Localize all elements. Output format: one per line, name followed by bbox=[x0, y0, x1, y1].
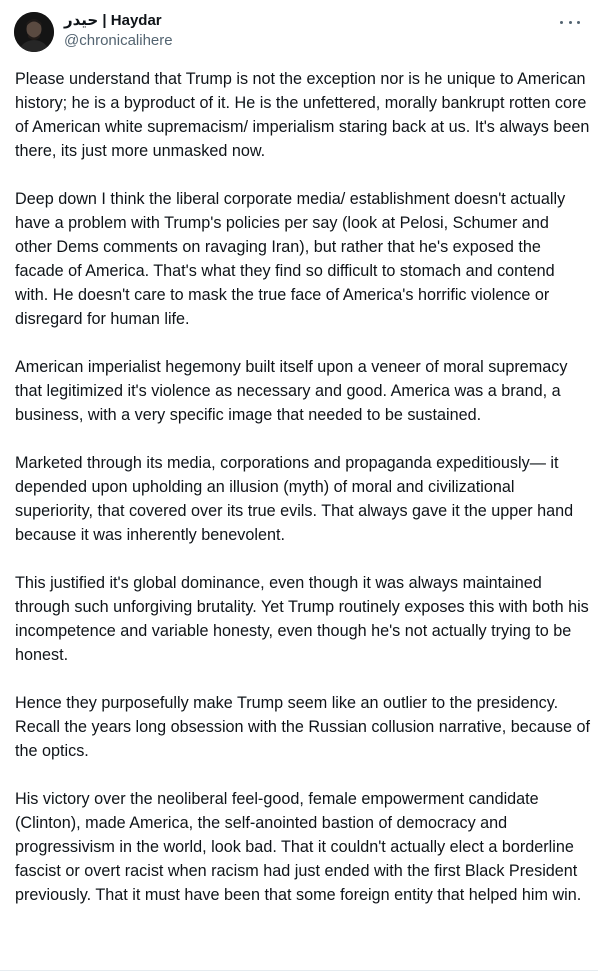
tweet-paragraph: Hence they purposefully make Trump seem like an outlier to the presidency. Recall the years long obsession with the Russian collusion narrative, because of the optics. bbox=[15, 694, 590, 760]
more-horizontal-icon-dot bbox=[577, 21, 580, 24]
tweet-paragraph: Marketed through its media, corporations and propaganda expeditiously— it depended upon upholding an illusion (myth) of moral and civilizational superiority, that covered over its true evils. That always gave it the upper hand because it was inherently benevolent. bbox=[15, 454, 574, 544]
tweet-paragraph: Deep down I think the liberal corporate media/ establishment doesn't actually have a problem with Trump's policies per say (look at Pelosi, Schumer and other Dems comments on ravaging Iran), but rather that he's exposed the facade of America. That's what they find so difficult to stomach and contend with. He doesn't care to mask the true face of America's horrific violence or disregard for human life. bbox=[15, 190, 566, 328]
tweet-paragraph: This justified it's global dominance, even though it was always maintained through such unforgiving brutality. Yet Trump routinely exposes this with both his incompetence and variable honesty, even though he's not actually trying to be honest. bbox=[15, 574, 589, 664]
tweet-paragraph: Please understand that Trump is not the exception nor is he unique to American history; he is a byproduct of it. He is the unfettered, morally bankrupt rotten core of American white supremacism/ imperialism staring back at us. It's always been there, its just more unmasked now. bbox=[15, 70, 590, 160]
more-horizontal-icon bbox=[560, 21, 563, 24]
avatar[interactable] bbox=[14, 12, 54, 52]
avatar-image bbox=[14, 12, 54, 52]
handle[interactable]: @chronicalihere bbox=[64, 32, 173, 49]
tweet-paragraph: American imperialist hegemony built itself upon a veneer of moral supremacy that legitimized it's violence as necessary and good. America was a brand, a business, with a very specific image that needed to be sustained. bbox=[15, 358, 568, 424]
tweet-paragraph: His victory over the neoliberal feel-good, female empowerment candidate (Clinton), made America, the self-anointed bastion of democracy and progressivism in the world, look bad. That it couldn't actually elect a borderline fascist or overt racist when racism had just ended with the first Black President previously. That it must have been that some foreign entity that helped him win. bbox=[15, 790, 582, 904]
more-options-button[interactable] bbox=[560, 14, 580, 30]
more-horizontal-icon-dot bbox=[569, 21, 572, 24]
tweet-text bbox=[15, 67, 590, 931]
display-name[interactable]: حيدر | Haydar bbox=[64, 12, 162, 29]
author-info bbox=[64, 12, 173, 51]
